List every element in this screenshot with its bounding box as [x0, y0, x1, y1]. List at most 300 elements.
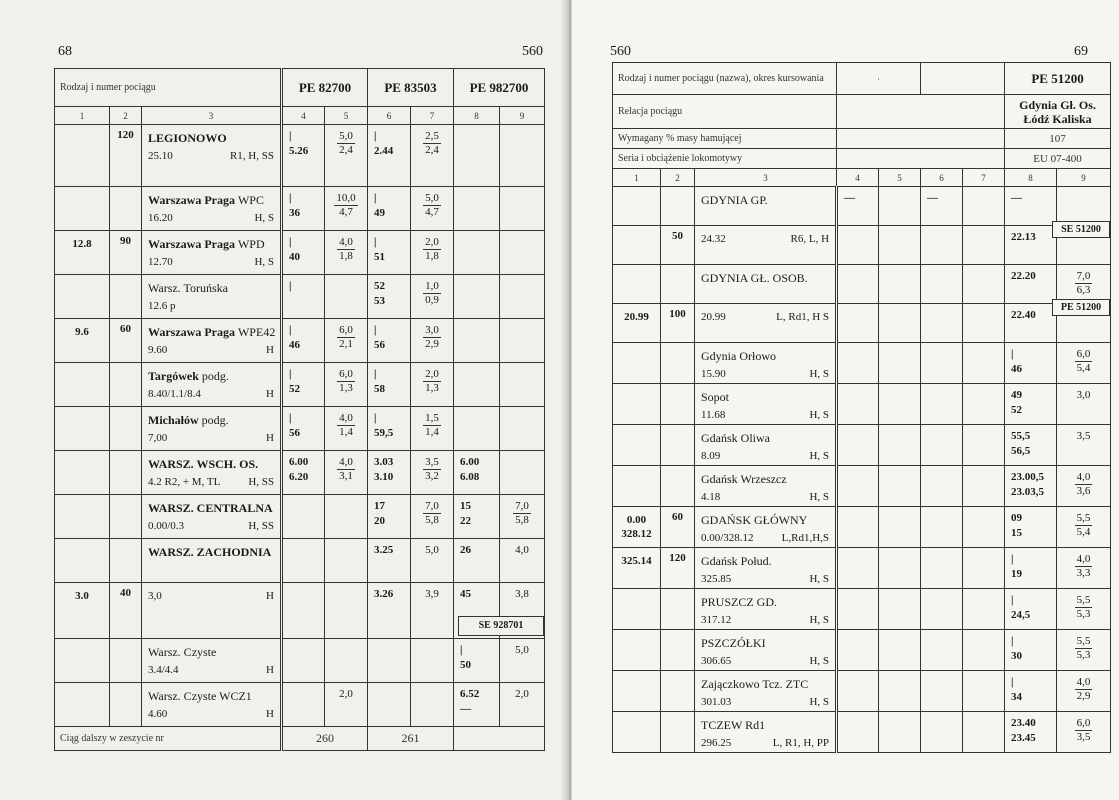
speed-value: 4,0 2,9 [1076, 676, 1091, 702]
station-details [148, 517, 274, 535]
km-value [613, 265, 660, 271]
time-value: 23.00,5 23.03,5 [1011, 471, 1045, 498]
table-row [613, 671, 1111, 712]
time-value: 23.40 23.45 [1011, 717, 1036, 744]
time-value: | 59,5 [374, 412, 394, 439]
station-name [701, 429, 829, 447]
speed-value: 2,5 2,4 [425, 130, 439, 156]
speed-value: 5,0 4,7 [425, 192, 439, 218]
time-value: 26 [460, 544, 471, 556]
table-row [613, 384, 1111, 425]
station-km: 12.6 p [148, 300, 176, 312]
train-relation: Gdynia Gł. Os. Łódź Kaliska [1005, 95, 1111, 129]
station-details [701, 570, 829, 588]
time-value: 22.20 [1011, 270, 1036, 282]
station-km: 11.68 [701, 409, 726, 421]
column-number: 6 [921, 169, 963, 187]
time-value: | 30 [1011, 635, 1023, 662]
station-name [148, 323, 274, 341]
time-value: 3.03 3.10 [374, 456, 394, 483]
column-number: 8 [1005, 169, 1057, 187]
station-attributes: L, Rd1, H S [776, 311, 830, 323]
km-value [613, 384, 660, 390]
time-value: | 56 [374, 324, 385, 351]
station-name [148, 499, 274, 517]
km-value [55, 363, 109, 369]
time-value: 22.40 [1011, 309, 1036, 321]
speed-value: 1,5 1,4 [425, 412, 439, 438]
speed-limit: 120 [117, 129, 134, 141]
station-details [701, 529, 829, 547]
table-row [613, 630, 1111, 671]
station-name-text: GDAŃSK GŁÓWNY [701, 513, 808, 527]
se-train-label: SE 928701 [458, 616, 544, 636]
train-number: PE 982700 [454, 69, 545, 107]
speed-value: 5,5 5,3 [1076, 635, 1091, 661]
time-value: 6.00 6.08 [460, 456, 480, 483]
speed-value: 7,0 5,8 [425, 500, 439, 526]
speed-value: 5,0 [515, 644, 529, 656]
station-attributes: H, S [254, 212, 274, 224]
station-name [701, 634, 829, 652]
station-name [148, 367, 274, 385]
station-name-text: Sopot [701, 390, 730, 404]
station-km: 3,0 [148, 590, 162, 602]
station-km: 24.32 [701, 233, 726, 245]
speed-value: 2,0 [339, 688, 353, 700]
time-value: 17 20 [374, 500, 385, 527]
station-km: 16.20 [148, 212, 173, 224]
column-number: 4 [837, 169, 879, 187]
station-km: 8.09 [701, 450, 721, 462]
table-row [55, 495, 545, 539]
se-train-label: SE 51200 [1052, 221, 1110, 238]
speed-value: 3,8 [515, 588, 529, 600]
time-value: | 52 [289, 368, 300, 395]
column-number: 5 [879, 169, 921, 187]
station-name [701, 470, 829, 488]
column-number: 6 [368, 107, 411, 125]
station-details [148, 705, 274, 723]
km-value [55, 125, 109, 131]
station-details [148, 385, 274, 403]
station-details [701, 308, 829, 326]
table-row [613, 187, 1111, 226]
speed-value: 4,0 1,8 [339, 236, 353, 262]
station-code: WPE42 [237, 325, 276, 339]
station-km: 8.40/1.1/8.4 [148, 388, 201, 400]
station-km: 4.18 [701, 491, 721, 503]
time-value: | 49 [374, 192, 385, 219]
right-page [572, 0, 1119, 800]
table-row [613, 425, 1111, 466]
speed-value: 6,0 2,1 [339, 324, 353, 350]
station-details [701, 693, 829, 711]
station-name-text: Warsz. Toruńska [148, 281, 228, 295]
time-value: | 56 [289, 412, 300, 439]
station-name [701, 269, 829, 287]
time-value: | 2.44 [374, 130, 394, 157]
table-row [613, 265, 1111, 304]
column-number: 5 [325, 107, 368, 125]
station-details [148, 253, 274, 271]
station-name-text: Michałów [148, 413, 199, 427]
km-value [55, 539, 109, 545]
station-code: WPD [237, 237, 265, 251]
time-value: — [1011, 192, 1023, 204]
station-name [148, 455, 274, 473]
column-number: 7 [411, 107, 454, 125]
table-row [613, 226, 1111, 265]
speed-value: 2,0 1,8 [425, 236, 439, 262]
speed-limit: 60 [120, 323, 131, 335]
km-value [613, 466, 660, 472]
table-row [613, 548, 1111, 589]
km-value [613, 187, 660, 193]
time-value: | 51 [374, 236, 385, 263]
speed-value: 2,0 1,3 [425, 368, 439, 394]
time-value: 52 53 [374, 280, 385, 307]
table-row [55, 231, 545, 275]
station-name-text: Gdańsk Połud. [701, 554, 772, 568]
time-value: | 36 [289, 192, 300, 219]
time-value: 55,5 56,5 [1011, 430, 1031, 457]
station-name-text: Gdańsk Oliwa [701, 431, 770, 445]
train-number: PE 51200 [1005, 63, 1111, 95]
train-number: PE 82700 [282, 69, 368, 107]
column-number: 9 [500, 107, 545, 125]
table-row [55, 639, 545, 683]
station-name [701, 675, 829, 693]
page-number-left: 560 [610, 44, 631, 59]
km-value: 9.6 [75, 326, 89, 338]
station-name-text: PRUSZCZ GD. [701, 595, 778, 609]
time-value: 49 52 [1011, 389, 1023, 416]
column-number: 8 [454, 107, 500, 125]
station-attributes: H [266, 664, 274, 676]
km-value [55, 451, 109, 457]
station-details [701, 652, 829, 670]
km-value: 20.99 [624, 311, 649, 323]
table-row [55, 451, 545, 495]
page-number-right: 69 [1074, 44, 1088, 59]
station-attributes: H [266, 388, 274, 400]
speed-value: 10,0 4,7 [336, 192, 356, 218]
station-attributes: H [266, 432, 274, 444]
speed-limit: 50 [672, 230, 683, 242]
time-value: | 19 [1011, 553, 1023, 580]
station-name [701, 511, 829, 529]
station-name [701, 552, 829, 570]
page-number-left: 68 [58, 44, 72, 59]
speed-value: 4,0 [515, 544, 529, 556]
station-name-text: Warszawa Praga [148, 193, 235, 207]
station-name-text: PSZCZÓŁKI [701, 636, 766, 650]
station-km: 317.12 [701, 614, 732, 626]
station-name-text: Gdynia Orłowo [701, 349, 776, 363]
station-name-text: Warszawa Praga [148, 325, 235, 339]
station-km: 3.4/4.4 [148, 664, 179, 676]
station-name-text: Gdańsk Wrzeszcz [701, 472, 787, 486]
station-attributes: H, S [809, 696, 830, 708]
time-value: | 46 [289, 324, 300, 351]
station-name [148, 543, 274, 561]
continuation-label: Ciąg dalszy w zeszycie nr [55, 727, 282, 751]
station-name-text: Zajączkowo Tcz. ZTC [701, 677, 809, 691]
speed-value: 3,0 2,9 [425, 324, 439, 350]
station-km: 9.60 [148, 344, 168, 356]
column-number: 2 [110, 107, 142, 125]
station-details [148, 209, 274, 227]
speed-value: 5,5 5,3 [1076, 594, 1091, 620]
station-details [701, 488, 829, 506]
speed-value: 5,0 2,4 [339, 130, 353, 156]
station-name [148, 129, 274, 147]
station-name [148, 687, 274, 705]
station-code: WPC [237, 193, 264, 207]
speed-value: 4,0 3,1 [339, 456, 353, 482]
station-code: WCZ1 [219, 689, 252, 703]
station-name [148, 643, 274, 661]
table-row [55, 275, 545, 319]
continuation-number: 260 [282, 727, 368, 751]
station-name [148, 279, 274, 297]
station-km: 0.00/328.12 [701, 532, 754, 544]
station-name-text: GDYNIA GP. [701, 193, 768, 207]
km-value [613, 425, 660, 431]
station-attributes: L,Rd1,H,S [781, 532, 830, 544]
speed-limit: 90 [120, 235, 131, 247]
table-row [613, 304, 1111, 343]
time-value: 3.25 [374, 544, 394, 556]
column-number: 1 [55, 107, 110, 125]
time-value: | [289, 280, 292, 292]
pe-train-label: PE 51200 [1052, 299, 1110, 316]
time-value: | 24,5 [1011, 594, 1031, 621]
station-details [148, 341, 274, 359]
time-value: 6.52 — [460, 688, 480, 715]
table-row [55, 407, 545, 451]
station-details [701, 611, 829, 629]
km-value [55, 495, 109, 501]
station-details [148, 429, 274, 447]
station-name-text: WARSZ. WSCH. OS. [148, 457, 259, 471]
station-details [701, 406, 829, 424]
station-name-text: Warsz. Czyste [148, 689, 217, 703]
time-value: | 40 [289, 236, 300, 263]
time-value: | 46 [1011, 348, 1023, 375]
station-attributes: H, S [809, 409, 830, 421]
table-row [55, 319, 545, 363]
speed-value: 4,0 1,4 [339, 412, 353, 438]
km-value: 3.0 [75, 590, 89, 602]
speed-value: 1,0 0,9 [425, 280, 439, 306]
station-code: Rd1 [745, 718, 766, 732]
time-value: | 5.26 [289, 130, 309, 157]
speed-value: 4,0 3,6 [1076, 471, 1091, 497]
speed-value: 2,0 [515, 688, 529, 700]
km-value [55, 639, 109, 645]
km-value [55, 275, 109, 281]
speed-value: 4,0 3,3 [1076, 553, 1091, 579]
station-km: 306.65 [701, 655, 732, 667]
continuation-number: 261 [368, 727, 454, 751]
time-value: 22.13 [1011, 231, 1036, 243]
time-value: | 58 [374, 368, 385, 395]
station-name-text: TCZEW [701, 718, 743, 732]
table-row [55, 187, 545, 231]
header-brake-mass: Wymagany % masy hamującej [613, 129, 837, 149]
station-details [701, 447, 829, 465]
station-km: 301.03 [701, 696, 732, 708]
column-number: 3 [695, 169, 837, 187]
km-value [613, 343, 660, 349]
time-value: 15 22 [460, 500, 471, 527]
station-km: 12.70 [148, 256, 173, 268]
speed-limit: 120 [669, 552, 686, 564]
speed-value: 7,0 6,3 [1076, 270, 1091, 296]
station-name-text: LEGIONOWO [148, 131, 227, 145]
column-number: 7 [963, 169, 1005, 187]
station-km: 25.10 [148, 150, 173, 162]
station-details [148, 587, 274, 605]
table-row [613, 507, 1111, 548]
station-attributes: R1, H, SS [229, 150, 274, 162]
km-value [55, 407, 109, 413]
station-km: 325.85 [701, 573, 732, 585]
station-details [148, 297, 274, 315]
station-name-text: Warsz. Czyste [148, 645, 217, 659]
header-relation: Relacja pociągu [613, 95, 837, 129]
station-details [701, 365, 829, 383]
table-row [613, 466, 1111, 507]
station-attributes: H, SS [248, 520, 274, 532]
timetable-left [54, 68, 545, 751]
station-name [701, 347, 829, 365]
brake-mass-value: 107 [1005, 129, 1111, 149]
km-value [55, 187, 109, 193]
station-name [701, 388, 829, 406]
station-km: 4.2 R2, + M, TL [148, 476, 221, 488]
speed-limit: 40 [120, 587, 131, 599]
table-row [613, 343, 1111, 384]
station-name [701, 191, 829, 209]
speed-value: 3,5 3,2 [425, 456, 439, 482]
station-attributes: L, R1, H, PP [772, 737, 830, 749]
station-attributes: H [266, 344, 274, 356]
station-details [701, 230, 829, 248]
km-value: 325.14 [621, 555, 652, 567]
station-attributes: H, S [809, 368, 830, 380]
speed-value: 5,5 5,4 [1076, 512, 1091, 538]
station-name [701, 593, 829, 611]
column-number: 4 [282, 107, 325, 125]
station-attributes: H, SS [248, 476, 274, 488]
time-value: 45 [460, 588, 471, 600]
station-attributes: R6, L, H [790, 233, 830, 245]
timetable-right: Rodzaj i numer pociągu (nazwa), okres kursowania · PE 51200 Relacja pociągu Gdynia Gł. Os. Łódź Kaliska Wymagany % masy hamującej 107 Seria i obciążenie lokomotywy EU 07-400 1 2 3 4 5 6 7 8 9 GDYNIA GP. — — — 50 24.32 R6, L, H 22.13 GDYNIA GŁ. OSOB. 22.20 7,0 6,3 20.99 100 20.99 L, Rd1, H S 22.40 Gdynia Orłowo 15.90 H, S | 46 6,0 5,4 Sopot 11.68 H, S 49 52 3,0 Gdańsk Oliwa 8.09 H, S 55,5 56,5 3,5 Gdańsk Wrzeszcz 4.18 H, S 23.00,5 23.03,5 4,0 3,6 0.00 328.12 60 GDAŃSK GŁÓWNY 0.00/328.12 L,Rd1,H,S 09 15 5,5 5,4 325.14 120 Gdańsk Połud. 325.85 H, S | 19 4,0 3,3 PRUSZCZ GD. 317.12 H, S | 24,5 5,5 5,3 PSZCZÓŁKI 306.65 H, S | 30 5,5 5,3 Zajączkowo Tcz. ZTC 301.03 H, S | 34 4,0 2,9 TCZEW Rd1 296.25 L, R1, H, PP 23.40 23.45 6,0 3,5 [612, 62, 1111, 753]
station-attributes: H, S [254, 256, 274, 268]
header-locomotive: Seria i obciążenie lokomotywy [613, 149, 837, 169]
speed-value: 5,0 [425, 544, 439, 556]
column-number: 1 [613, 169, 661, 187]
station-details [148, 661, 274, 679]
speed-value: 3,9 [425, 588, 439, 600]
table-row [55, 363, 545, 407]
station-km: 0.00/0.3 [148, 520, 185, 532]
station-km: 7,00 [148, 432, 168, 444]
speed-limit: 100 [669, 308, 686, 320]
km-value [613, 226, 660, 232]
station-attributes: H, S [809, 573, 830, 585]
speed-value: 6,0 1,3 [339, 368, 353, 394]
station-km: 296.25 [701, 737, 732, 749]
km-value [613, 671, 660, 677]
header-train-type: Rodzaj i numer pociągu [55, 69, 282, 107]
table-row [613, 712, 1111, 753]
time-value: — [927, 192, 939, 204]
station-name-text: Targówek [148, 369, 199, 383]
station-name-text: WARSZ. CENTRALNA [148, 501, 273, 515]
station-name [701, 716, 829, 734]
km-value [613, 589, 660, 595]
locomotive-value: EU 07-400 [1005, 149, 1111, 169]
station-km: 15.90 [701, 368, 726, 380]
station-details [148, 147, 274, 165]
speed-value: 3,5 [1076, 430, 1091, 442]
station-code: podg. [201, 413, 229, 427]
station-attributes: H, S [809, 450, 830, 462]
table-row [55, 683, 545, 727]
speed-value: 6,0 5,4 [1076, 348, 1091, 374]
km-value [613, 712, 660, 718]
km-value: 0.00 328.12 [621, 514, 652, 540]
station-attributes: H [266, 708, 274, 720]
km-value [613, 630, 660, 636]
time-value: | 50 [460, 644, 471, 671]
time-value: — [844, 192, 856, 204]
station-km: 20.99 [701, 311, 726, 323]
column-number: 2 [661, 169, 695, 187]
speed-value: 3,0 [1076, 389, 1091, 401]
station-attributes: H, S [809, 491, 830, 503]
column-number: 3 [142, 107, 282, 125]
speed-value: 6,0 3,5 [1076, 717, 1091, 743]
station-details [701, 734, 829, 752]
station-code: podg. [201, 369, 229, 383]
station-name [148, 411, 274, 429]
table-row [55, 125, 545, 187]
station-km: 4.60 [148, 708, 168, 720]
station-name-text: GDYNIA GŁ. OSOB. [701, 271, 808, 285]
table-row [613, 589, 1111, 630]
station-details [148, 473, 274, 491]
time-value: 6.00 6.20 [289, 456, 309, 483]
station-attributes: H, S [809, 655, 830, 667]
header-train-type: Rodzaj i numer pociągu (nazwa), okres kursowania [613, 63, 837, 95]
table-row [55, 539, 545, 583]
station-attributes: H, S [809, 614, 830, 626]
column-number: 9 [1057, 169, 1111, 187]
km-value: 12.8 [72, 238, 92, 250]
time-value: | 34 [1011, 676, 1023, 703]
station-name [148, 235, 274, 253]
time-value: 3.26 [374, 588, 394, 600]
speed-limit: 60 [672, 511, 683, 523]
speed-value: 7,0 5,8 [515, 500, 529, 526]
page-number-right: 560 [522, 44, 543, 59]
time-value: 09 15 [1011, 512, 1023, 539]
